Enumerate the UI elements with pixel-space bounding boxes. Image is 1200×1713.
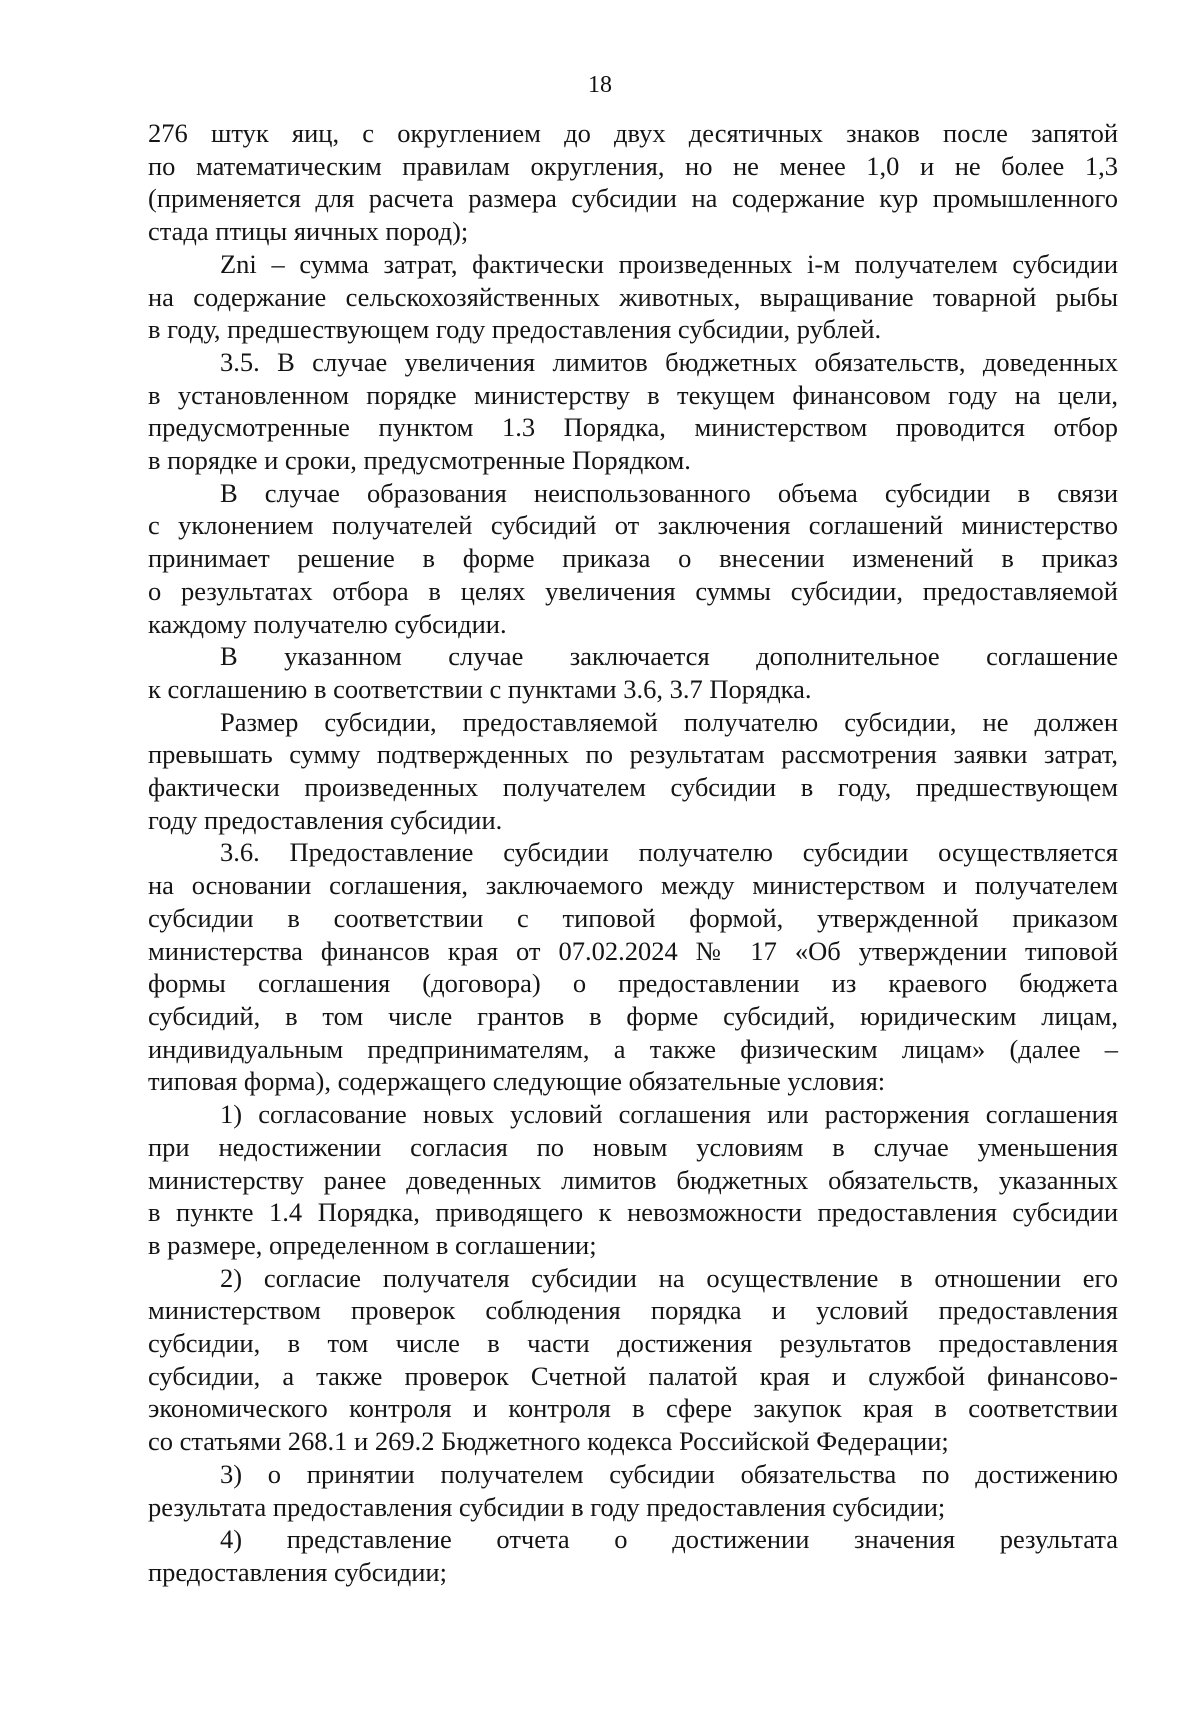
paragraph: [148, 1098, 1118, 1262]
text-line: принимает решение в форме приказа о внесении изменений в приказ: [148, 543, 1118, 574]
text-line: В указанном случае заключается дополнительное соглашение: [220, 641, 1118, 672]
text-line: году предоставления субсидии.: [148, 804, 503, 835]
text-line: индивидуальным предпринимателям, а также физическим лицам» (далее –: [148, 1033, 1118, 1064]
text-line: типовая форма), содержащего следующие обязательные условия:: [148, 1066, 886, 1097]
text-line: в пункте 1.4 Порядка, приводящего к невозможности предоставления субсидии: [148, 1197, 1118, 1228]
text-line: о результатах отбора в целях увеличения суммы субсидии, предоставляемой: [148, 575, 1118, 606]
text-line: министерству ранее доведенных лимитов бюджетных обязательств, указанных: [148, 1164, 1118, 1195]
text-line: Zni – сумма затрат, фактически произведенных i-м получателем субсидии: [220, 248, 1118, 279]
paragraph: [148, 477, 1118, 641]
text-line: 2) согласие получателя субсидии на осуществление в отношении его: [220, 1262, 1118, 1293]
text-line: 1) согласование новых условий соглашения или расторжения соглашения: [220, 1099, 1118, 1130]
text-line: стада птицы яичных пород);: [148, 216, 469, 247]
paragraph: [148, 117, 1118, 248]
text-line: каждому получателю субсидии.: [148, 608, 507, 639]
paragraph: [148, 1458, 1118, 1523]
text-line: (применяется для расчета размера субсидии на содержание кур промышленного: [148, 183, 1118, 214]
text-line: экономического контроля и контроля в сфере закупок края в соответствии: [148, 1393, 1118, 1424]
text-line: 3.6. Предоставление субсидии получателю субсидии осуществляется: [220, 837, 1118, 868]
paragraph: [148, 1523, 1118, 1588]
document-body: [148, 117, 1118, 1589]
text-line: субсидии, в том числе в части достижения результатов предоставления: [148, 1328, 1118, 1359]
text-line: 276 штук яиц, с округлением до двух десятичных знаков после запятой: [148, 118, 1118, 148]
text-line: Размер субсидии, предоставляемой получателю субсидии, не должен: [220, 706, 1118, 737]
text-line: предусмотренные пунктом 1.3 Порядка, министерством проводится отбор: [148, 412, 1118, 443]
text-line: при недостижении согласия по новым условиям в случае уменьшения: [148, 1131, 1118, 1162]
text-line: формы соглашения (договора) о предоставлении из краевого бюджета: [148, 968, 1118, 999]
text-line: 3.5. В случае увеличения лимитов бюджетных обязательств, доведенных: [220, 346, 1118, 377]
text-line: фактически произведенных получателем субсидии в году, предшествующем: [148, 772, 1118, 803]
text-line: субсидий, в том числе грантов в форме субсидий, юридическим лицам,: [148, 1000, 1118, 1031]
text-line: по математическим правилам округления, но не менее 1,0 и не более 1,3: [148, 150, 1118, 181]
paragraph: [148, 248, 1118, 346]
text-line: министерством проверок соблюдения порядка и условий предоставления: [148, 1295, 1118, 1326]
paragraph: [148, 1262, 1118, 1458]
text-line: В случае образования неиспользованного объема субсидии в связи: [220, 477, 1118, 508]
text-line: превышать сумму подтвержденных по результатам рассмотрения заявки затрат,: [148, 739, 1118, 770]
text-line: в размере, определенном в соглашении;: [148, 1229, 597, 1260]
text-line: в году, предшествующем году предоставления субсидии, рублей.: [148, 314, 882, 345]
text-line: 3) о принятии получателем субсидии обязательства по достижению: [220, 1458, 1118, 1489]
text-line: в установленном порядке министерству в текущем финансовом году на цели,: [148, 379, 1118, 410]
text-line: в порядке и сроки, предусмотренные Порядком.: [148, 445, 691, 476]
text-line: с уклонением получателей субсидий от заключения соглашений министерство: [148, 510, 1118, 541]
text-line: на содержание сельскохозяйственных животных, выращивание товарной рыбы: [148, 281, 1118, 312]
text-line: 4) представление отчета о достижении значения результата: [220, 1524, 1118, 1555]
text-line: результата предоставления субсидии в году предоставления субсидии;: [148, 1491, 946, 1522]
text-line: субсидии, а также проверок Счетной палатой края и службой финансово-: [148, 1360, 1118, 1391]
paragraph: [148, 836, 1118, 1098]
text-line: предоставления субсидии;: [148, 1556, 447, 1587]
text-line: министерства финансов края от 07.02.2024 № 17 «Об утверждении типовой: [148, 935, 1118, 966]
page-number: 18: [588, 72, 612, 98]
paragraph: [148, 346, 1118, 477]
text-line: на основании соглашения, заключаемого между министерством и получателем: [148, 870, 1118, 901]
text-line: со статьями 268.1 и 269.2 Бюджетного кодекса Российской Федерации;: [148, 1426, 949, 1457]
paragraph: [148, 706, 1118, 837]
paragraph: [148, 640, 1118, 705]
text-line: субсидии в соответствии с типовой формой, утвержденной приказом: [148, 902, 1118, 933]
text-line: к соглашению в соответствии с пунктами 3.6, 3.7 Порядка.: [148, 673, 812, 704]
